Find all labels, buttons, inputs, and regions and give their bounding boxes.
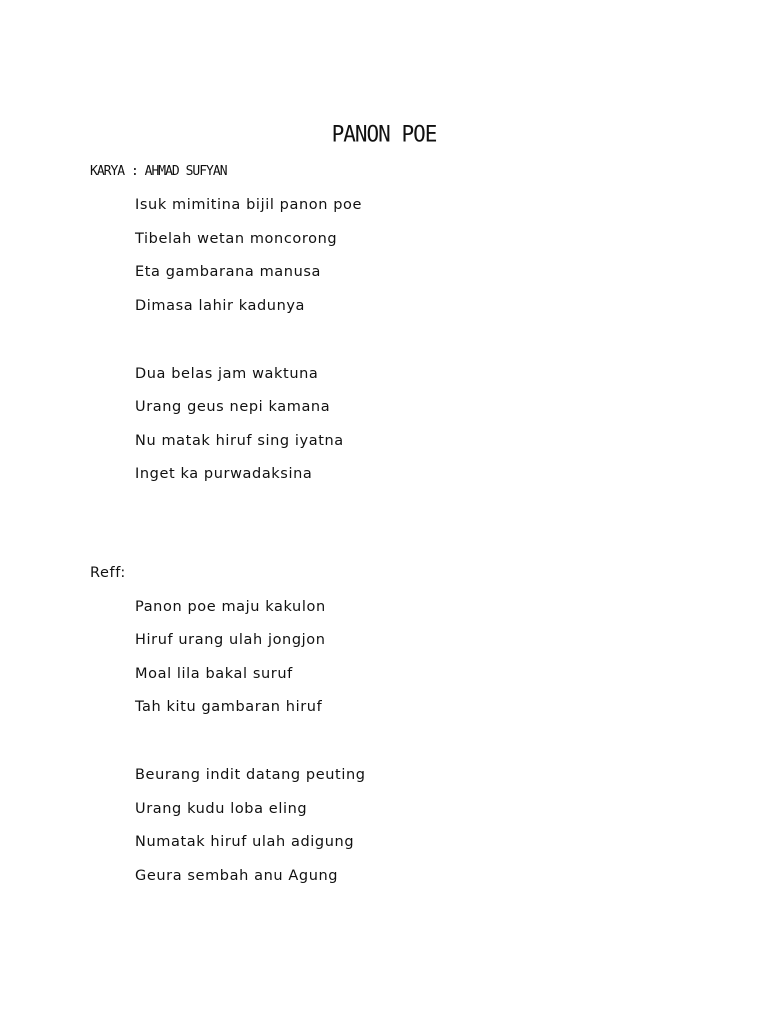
lyric-line: Nu matak hiruf sing iyatna (135, 433, 344, 449)
lyric-line: Urang geus nepi kamana (135, 399, 331, 415)
reff-label: Reff: (90, 565, 126, 581)
song-title: PANON POE (331, 121, 437, 147)
lyric-line: Eta gambarana manusa (135, 264, 322, 280)
lyric-line: Inget ka purwadaksina (135, 466, 313, 482)
lyric-line: Geura sembah anu Agung (135, 868, 339, 884)
lyric-line: Beurang indit datang peuting (135, 767, 366, 783)
lyric-line: Tah kitu gambaran hiruf (135, 699, 323, 715)
lyric-line: Dimasa lahir kadunya (135, 298, 306, 314)
lyric-line: Urang kudu loba eling (135, 801, 308, 817)
lyric-line: Numatak hiruf ulah adigung (135, 834, 355, 850)
lyric-line: Moal lila bakal suruf (135, 666, 293, 682)
lyric-line: Panon poe maju kakulon (135, 599, 326, 615)
lyric-line: Hiruf urang ulah jongjon (135, 632, 326, 648)
lyric-line: Tibelah wetan moncorong (135, 231, 338, 247)
lyric-line: Dua belas jam waktuna (135, 366, 319, 382)
author-credit: KARYA : AHMAD SUFYAN (90, 164, 227, 179)
lyric-line: Isuk mimitina bijil panon poe (135, 197, 363, 213)
